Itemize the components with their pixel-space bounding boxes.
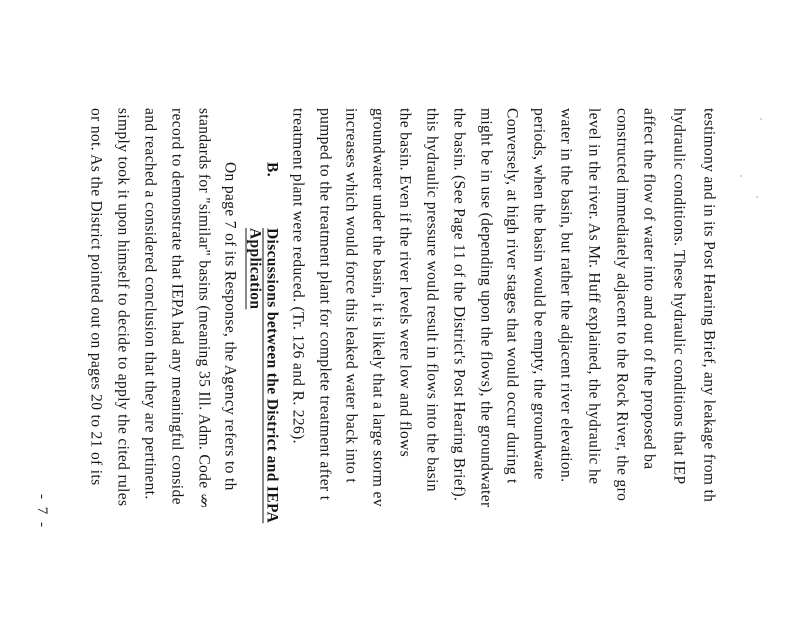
body-line: or not. As the District pointed out on pages 20 to 21 of its — [87, 108, 105, 486]
body-line: standards for "similar" basins (meaning 35 Ill. Adm. Code § — [195, 108, 213, 511]
body-line: increases which would force this leaked water back into t — [342, 108, 360, 484]
body-line: the basin. (See Page 11 of the District's Post Hearing Brief). — [450, 108, 468, 502]
body-line: groundwater under the basin, it is likely that a large storm ev — [369, 108, 387, 507]
section-letter: B. — [263, 162, 281, 177]
body-line: constructed immediately adjacent to the Rock River, the gro — [613, 108, 631, 502]
page-number: - 7 - — [34, 494, 50, 529]
body-line: treatment plant were reduced. (Tr. 126 and R. 226). — [289, 108, 307, 444]
body-line: Conversely, at high river stages that would occur during t — [503, 108, 521, 484]
body-line: simply took it upon himself to decide to apply the cited rules — [114, 108, 132, 507]
scan-speck — [756, 196, 758, 198]
body-line: affect the flow of water into and out of the proposed ba — [640, 108, 658, 470]
scan-speck — [760, 118, 762, 120]
body-line: record to demonstrate that IEPA had any meaningful conside — [168, 108, 186, 505]
body-line: testimony and in its Post Hearing Brief, any leakage from th — [700, 108, 718, 503]
body-line: might be in use (depending upon the flows), the groundwater — [477, 108, 495, 508]
section-heading: Discussions between the District and IEPA — [263, 228, 281, 524]
section-heading-continued: Application — [246, 228, 264, 310]
body-line: hydraulic conditions. These hydraulic conditions that IEP — [670, 108, 688, 485]
body-line: this hydraulic pressure would result in flows into the basin — [423, 108, 441, 492]
body-line: On page 7 of its Response, the Agency refers to th — [221, 162, 239, 491]
body-line: and reached a considered conclusion that they are pertinent. — [141, 108, 159, 500]
scan-speck — [740, 175, 742, 177]
body-line: level in the river. As Mr. Huff explained, the hydraulic he — [585, 108, 603, 485]
body-line: water in the basin, but rather the adjacent river elevation. — [557, 108, 575, 483]
body-line: periods, when the basin would be empty, the groundwate — [530, 108, 548, 480]
body-line: the basin. Even if the river levels were low and flows — [396, 108, 414, 458]
body-line: pumped to the treatment plant for complete treatment after t — [316, 108, 334, 501]
